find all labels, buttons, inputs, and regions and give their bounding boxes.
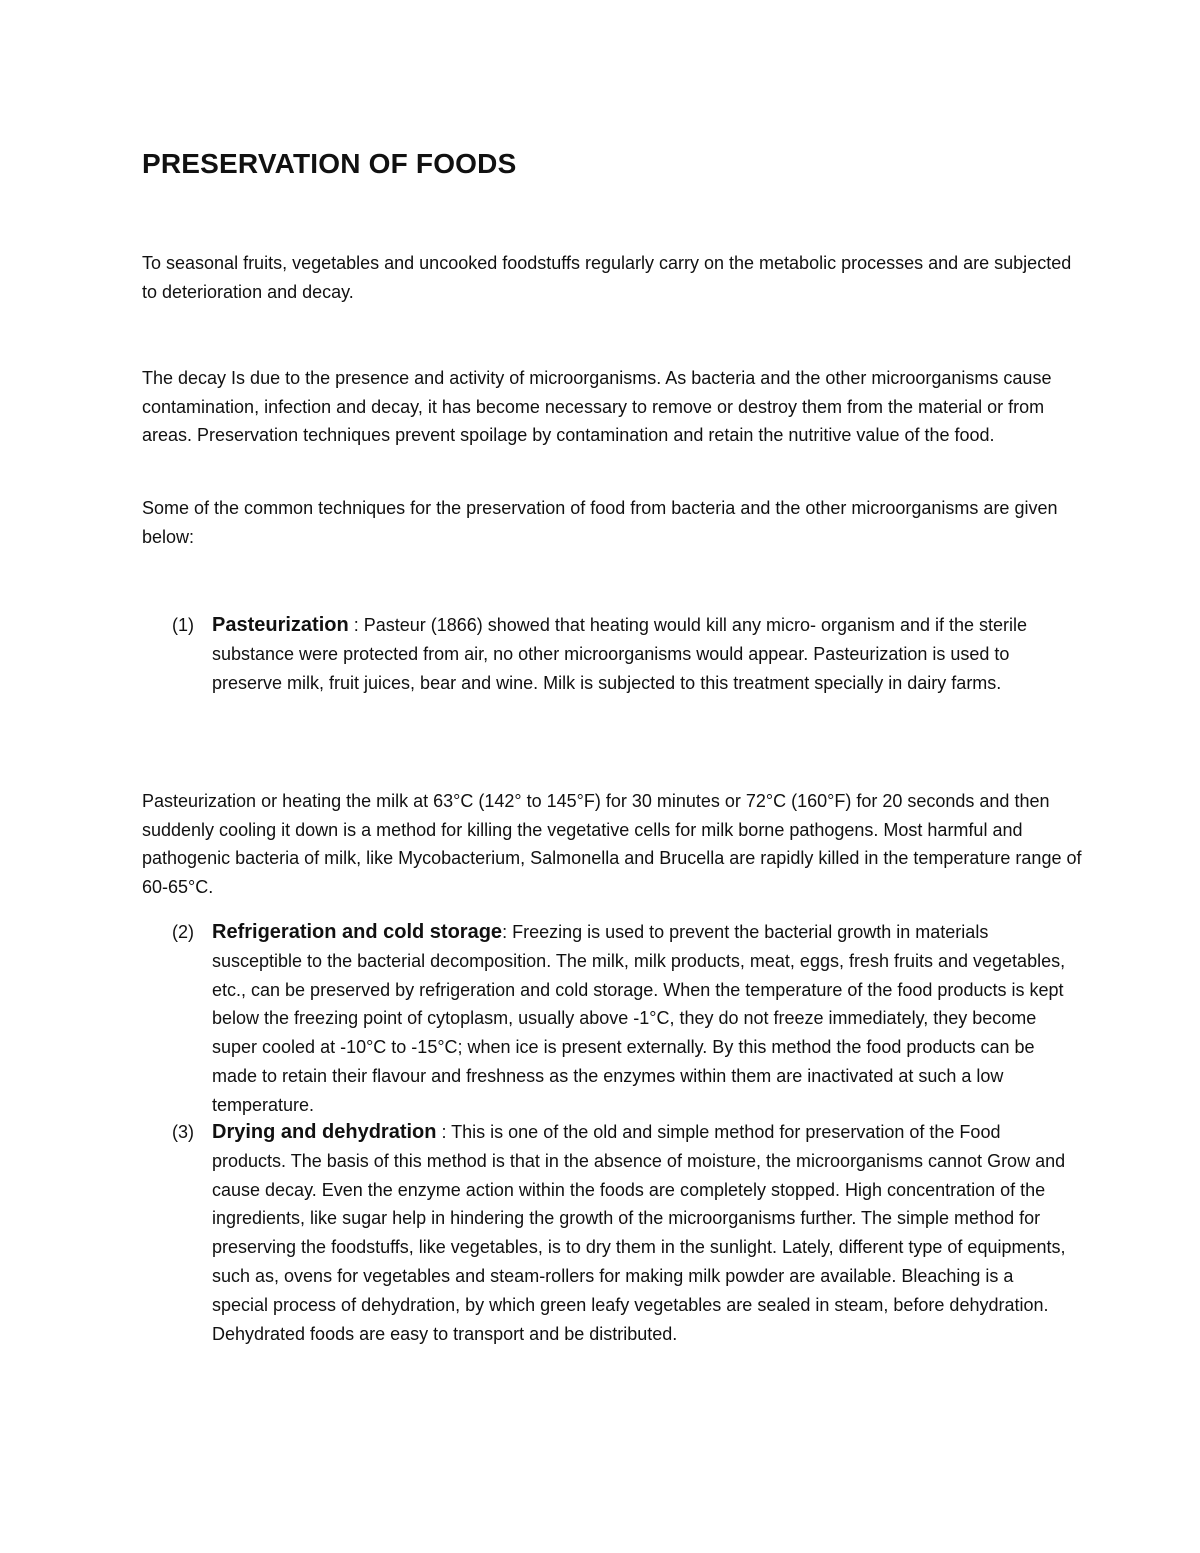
page-title: PRESERVATION OF FOODS [142, 148, 517, 179]
intro-paragraph: To seasonal fruits, vegetables and uncooked foodstuffs regularly carry on the metabolic processes and are subjected to deterioration and decay. [142, 253, 1072, 302]
list-item-drying [172, 1118, 1072, 1348]
list-item-number: (1) [172, 615, 194, 635]
list-item-number: (3) [172, 1122, 194, 1142]
list-item-text: This is one of the old and simple method for preservation of the Food products. The basis of this method is that in the absence of moisture, the microorganisms cannot Grow and cause decay. Even the enzyme action within the foods are completely stopped. High concentration of the ingredients, like sugar help in hindering the growth of the microorganisms further. The simple method for preserving the foodstuffs, like vegetables, is to dry them in the sunlight. Lately, different type of equipments, such as, ovens for vegetables and steam-rollers for making milk powder are available. Bleaching is a special process of dehydration, by which green leafy vegetables are sealed in steam, before dehydration. Dehydrated foods are easy to transport and be distributed. [212, 1122, 1066, 1344]
list-item-body [212, 918, 1072, 1120]
list-item-term: Drying and dehydration [212, 1121, 437, 1143]
list-item-body [212, 611, 1072, 697]
list-item-number: (2) [172, 922, 194, 942]
list-item-term: Pasteurization [212, 614, 349, 636]
list-item-term: Refrigeration and cold storage [212, 921, 503, 943]
list-item-pasteurization [172, 611, 1072, 697]
techniques-intro-paragraph: Some of the common techniques for the preservation of food from bacteria and the other microorganisms are given below: [142, 498, 1058, 547]
list-item-separator: : [502, 922, 513, 942]
decay-paragraph: The decay Is due to the presence and activity of microorganisms. As bacteria and the other microorganisms cause contamination, infection and decay, it has become necessary to remove or destroy them from the material or from areas. Preservation techniques prevent spoilage by contamination and retain the nutritive value of the food. [142, 368, 1052, 445]
pasteurization-paragraph: Pasteurization or heating the milk at 63°C (142° to 145°F) for 30 minutes or 72°C (160°F) for 20 seconds and then suddenly cooling it down is a method for killing the vegetative cells for milk borne pathogens. Most harmful and pathogenic bacteria of milk, like Mycobacterium, Salmonella and Brucella are rapidly killed in the temperature range of 60-65°C. [142, 791, 1082, 897]
list-item-refrigeration [172, 918, 1072, 1120]
list-item-text: Freezing is used to prevent the bacterial growth in materials susceptible to the bacterial decomposition. The milk, milk products, meat, eggs, fresh fruits and vegetables, etc., can be preserved by refrigeration and cold storage. When the temperature of the food products is kept below the freezing point of cytoplasm, usually above -1°C, they do not freeze immediately, they become super cooled at -10°C to -15°C; when ice is present externally. By this method the food products can be made to retain their flavour and freshness as the enzymes within them are inactivated at such a low temperature. [212, 922, 1066, 1115]
list-item-separator: : [436, 1122, 452, 1142]
list-item-body [212, 1118, 1072, 1348]
list-item-separator: : [348, 615, 364, 635]
list-item-text: Pasteur (1866) showed that heating would kill any micro- organism and if the sterile substance were protected from air, no other microorganisms would appear. Pasteurization is used to preserve milk, fruit juices, bear and wine. Milk is subjected to this treatment specially in dairy farms. [212, 615, 1028, 693]
